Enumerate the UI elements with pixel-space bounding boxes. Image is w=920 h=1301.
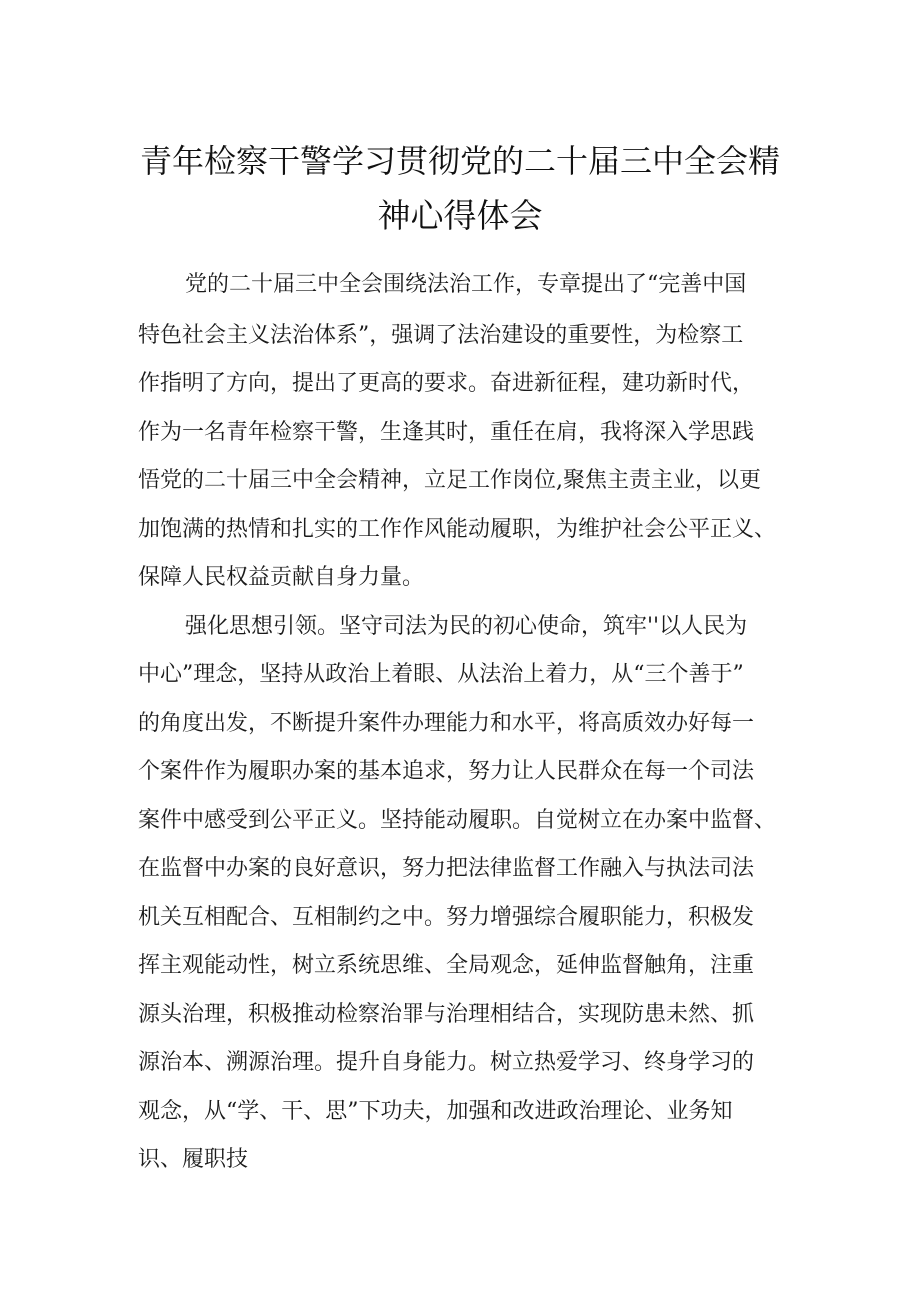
paragraph-line: 党的二十届三中全会围绕法治工作，专章提出了“完善中国 (185, 272, 747, 297)
paragraph-line: 悟党的二十届三中全会精神，立足工作岗位,聚焦主责主业，以更 (138, 468, 761, 493)
paragraph-line: 作为一名青年检察干警，生逢其时，重任在肩，我将深入学思践 (138, 420, 755, 445)
paragraph-line: 个案件作为履职办案的基本追求，努力让人民群众在每一个司法 (138, 759, 755, 784)
paragraph-line: 加饱满的热情和扎实的工作作风能动履职，为维护社会公平正义、 (138, 517, 777, 542)
paragraph-line: 案件中感受到公平正义。坚持能动履职。自觉树立在办案中监督、 (138, 808, 777, 833)
paragraph-line: 机关互相配合、互相制约之中。努力增强综合履职能力，积极发 (138, 905, 755, 930)
paragraph-line: 观念，从“学、干、思”下功夫，加强和改进政治理论、业务知 (138, 1099, 733, 1124)
paragraph-line: 作指明了方向，提出了更高的要求。奋进新征程，建功新时代， (138, 371, 755, 396)
paragraph-line: 挥主观能动性，树立系统思维、全局观念，延伸监督触角，注重 (138, 953, 755, 978)
paragraph-line: 的角度出发，不断提升案件办理能力和水平，将高质效办好每一 (138, 711, 755, 736)
paragraph-line: 源治本、溯源治理。提升自身能力。树立热爱学习、终身学习的 (138, 1050, 755, 1075)
paragraph-line: 源头治理，积极推动检察治罪与治理相结合，实现防患未然、抓 (138, 1002, 755, 1027)
paragraph-line: 中心”理念，坚持从政治上着眼、从法治上着力，从“三个善于” (138, 662, 744, 687)
paragraph-line: 保障人民权益贡献自身力量。 (138, 565, 425, 590)
paragraph-line: 识、履职技 (138, 1147, 249, 1172)
document-title-line-2: 神心得体会 (377, 196, 543, 235)
paragraph-line: 在监督中办案的良好意识，努力把法律监督工作融入与执法司法 (138, 856, 755, 881)
paragraph-line: 强化思想引领。坚守司法为民的初心使命，筑牢''以人民为 (185, 614, 748, 639)
document-title-line-1: 青年检察干警学习贯彻党的二十届三中全会精 (139, 142, 780, 180)
paragraph-line: 特色社会主义法治体系”，强调了法治建设的重要性，为检察工 (138, 323, 744, 348)
